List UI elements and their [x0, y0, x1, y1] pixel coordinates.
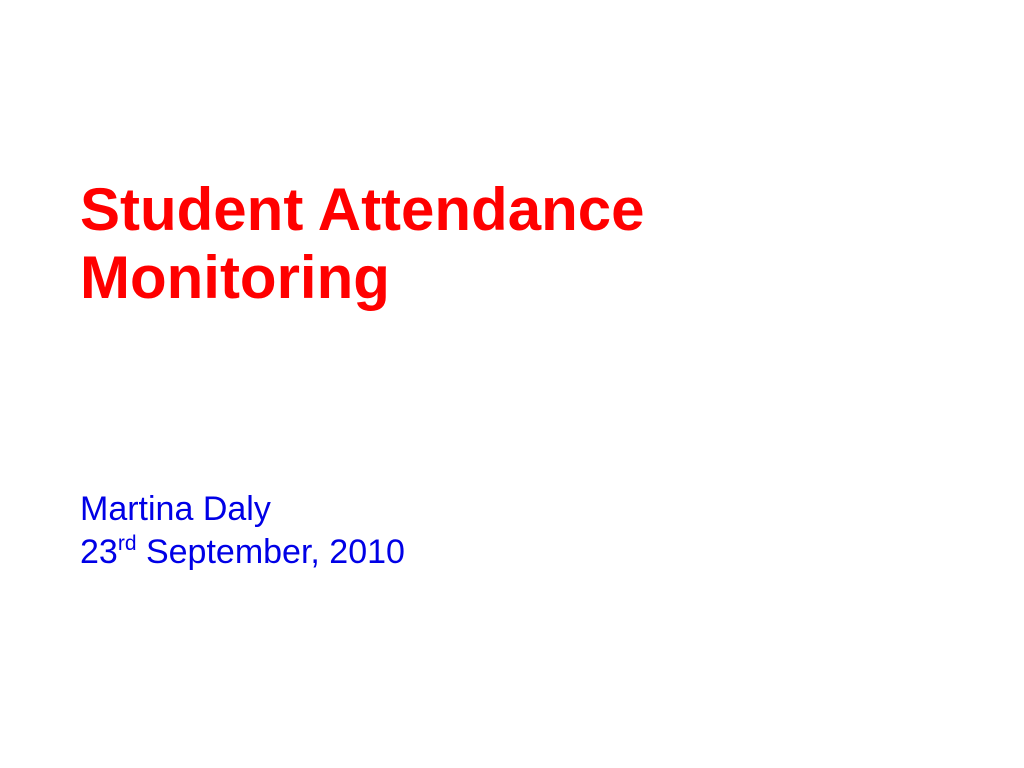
presentation-date: [80, 531, 960, 574]
slide-subtitle: [80, 488, 960, 574]
slide-title: [80, 176, 960, 312]
slide-title-line-1: Student Attendance: [80, 176, 645, 243]
date-day: 23: [80, 533, 118, 571]
date-month-year: September, 2010: [136, 533, 405, 571]
author-name: Martina Daly: [80, 490, 271, 528]
date-ordinal-suffix: rd: [117, 531, 137, 555]
slide-title-line-2: Monitoring: [80, 244, 390, 311]
